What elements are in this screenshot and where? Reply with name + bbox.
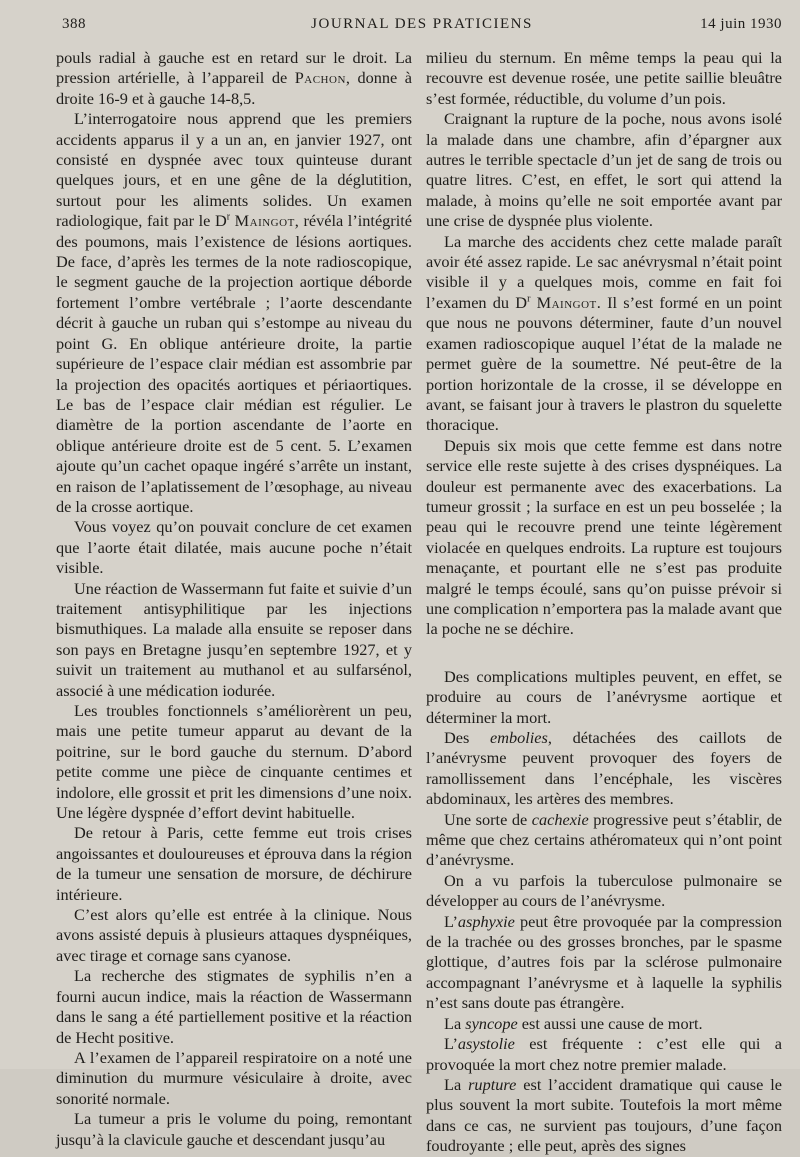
running-header: [62, 14, 782, 36]
italic-term: syncope: [465, 1013, 518, 1033]
italic-term: cachexie: [531, 809, 589, 829]
small-caps-name: Pachon: [294, 68, 346, 88]
text-run: Depuis six mois que cette femme est dans notre service elle reste sujette à des crises dyspnéiques. La douleur est permanente avec des exacerbations. La tumeur grossit ; la surface en est un peu bosselée ; la peau qui le recouvre prend une teinte légèrement violacée en quelques endroits. La rupture est toujours menaçante, et pourtant elle ne s’est pas produite malgré le temps écoulé, sans qu’on puisse prévoir si une complication n’emportera pas la malade avant que la poche ne se déchire.: [426, 435, 782, 639]
italic-term: rupture: [468, 1074, 517, 1094]
text-run: , donne à droite 16-9 et à gauche 14-8,5.: [56, 68, 413, 108]
text-run: , révéla l’intégrité des poumons, mais l’existence de lésions aortiques. De face, d’après les termes de la note radioscopique, le segment gauche de la projection aortique déborde fortement l’ombre vertébrale ; l’aorte descendante décrit à gauche un ruban qui s’estompe au niveau du point G. En oblique antérieure droite, la partie supérieure de l’espace clair médian est assombrie par la projection des opacités aortiques et périaortiques. Le bas de l’espace clair médian est régulier. Le diamètre de la portion ascendante de l’aorte en oblique antérieure droite est de 5 cent. 5. L’examen ajoute qu’un cachet opaque ingéré s’arrête un instant, en raison de l’aplatissement de l’œsophage, au niveau de la crosse aortique.: [56, 211, 413, 516]
text-run: Des: [444, 728, 490, 747]
text-run: La: [444, 1013, 466, 1033]
paragraph: [56, 1109, 412, 1150]
text-run: On a vu parfois la tuberculose pulmonaire se développer au cours de l’anévrysme.: [426, 870, 782, 911]
text-run: pouls radial à gauche est en retard sur le droit. La pression artérielle, à l’appareil de: [56, 48, 412, 88]
paragraph: [56, 966, 412, 1048]
italic-term: embolies: [490, 728, 548, 747]
text-run: La recherche des stigmates de syphilis n’en a fourni aucun indice, mais la réaction de Wassermann dans le sang a été partiellement positive et la réaction de Hecht positive.: [56, 966, 412, 1047]
text-run: L’interrogatoire nous apprend que les premiers accidents apparus il y a un an, en janvier 1927, ont consisté en dyspnée avec toux quinteuse durant quelques jours, et en une gêne de la déglutition, surtout pour les aliments solides. Un examen radiologique, fait par le D: [56, 109, 412, 231]
text-run: La marche des accidents chez cette malade paraît avoir été assez rapide. Le sac anévrysmal n’était point visible il y a quelques mois, comme en fait foi l’examen du D: [426, 231, 782, 312]
text-run: Des complications multiples peuvent, en effet, se produire au cours de l’anévrysme aortique et déterminer la mort.: [426, 666, 782, 727]
text-run: Vous voyez qu’on pouvait conclure de cet examen que l’aorte était dilatée, mais aucune poche n’était visible.: [56, 517, 412, 578]
text-run: est l’accident dramatique qui cause le plus souvent la mort subite. Toutefois la mort même dans ce cas, ne survient pas toujours, d’une façon foudroyante ; elle peut, après des signes: [426, 1074, 782, 1156]
paragraph: [56, 823, 412, 905]
text-run: est fréquente : c’est elle qui a provoquée la mort chez notre premier malade.: [426, 1034, 782, 1074]
paragraph: [426, 810, 782, 871]
page-number: 388: [62, 16, 86, 32]
paragraph: [426, 48, 782, 109]
text-run: peut être provoquée par la compression de la trachée ou des grosses bronches, par le spasme glottique, d’autres fois par la sclérose pulmonaire accompagnant l’anévrysme et à laquelle la syphilis n’est sans doute pas étrangère.: [426, 911, 782, 1013]
paragraph: [426, 1075, 782, 1157]
left-column: [56, 48, 412, 1150]
italic-term: asystolie: [457, 1034, 515, 1054]
italic-term: asphyxie: [457, 911, 515, 931]
small-caps-name: Maingot: [536, 292, 597, 312]
paragraph: [56, 701, 412, 823]
right-column: [426, 48, 782, 1157]
paragraph: [426, 232, 782, 436]
text-run: milieu du sternum. En même temps la peau qui la recouvre est devenue rosée, une petite saillie bleuâtre s’est formée, réductible, du volume d’un pois.: [426, 48, 782, 108]
issue-date: 14 juin 1930: [700, 16, 782, 32]
superscript: r: [527, 293, 531, 305]
text-run: La: [444, 1074, 469, 1094]
text-run: progressive peut s’établir, de même que chez certains athéromateux qui n’ont point d’anévrysme.: [426, 809, 782, 870]
paragraph: [426, 871, 782, 912]
paragraph: [56, 1048, 412, 1109]
text-run: La tumeur a pris le volume du poing, remontant jusqu’à la clavicule gauche et descendant jusqu’au: [56, 1109, 412, 1149]
paragraph: [426, 667, 782, 728]
text-run: Les troubles fonctionnels s’améliorèrent un peu, mais une petite tumeur apparut au devant de la poitrine, sur le bord gauche du sternum. D’abord petite comme une pièce de cinquante centimes et indolore, elle grossit et prit les dimensions d’une noix. Une légère dyspnée d’effort devint habituelle.: [56, 701, 412, 823]
text-run: Une réaction de Wassermann fut faite et suivie d’un traitement antisyphilitique par les injections bismuthiques. La malade alla ensuite se reposer dans son pays en Bretagne jusqu’en septembre 1927, et y suivit un traitement au muthanol et au sulfarsénol, associé à une médication iodurée.: [56, 578, 412, 700]
paragraph: [426, 436, 782, 640]
small-caps-name: Maingot: [234, 211, 295, 231]
text-run: est aussi une cause de mort.: [517, 1013, 703, 1033]
paragraph: [56, 905, 412, 966]
text-run: L’: [444, 1034, 458, 1054]
text-run: . Il s’est formé en un point que nous ne pouvons déterminer, faute d’un nouvel examen radioscopique auquel l’état de la malade ne permet guère de la soumettre. Né peut-être de la portion horizontale de la crosse, il se développe en avant, se faisant jour à travers le plastron du squelette thoracique.: [426, 292, 782, 435]
paragraph: [56, 579, 412, 701]
paragraph: [426, 728, 782, 810]
text-run: A l’examen de l’appareil respiratoire on a noté une diminution du murmure vésiculaire à droite, avec sonorité normale.: [56, 1047, 412, 1108]
paragraph: [426, 912, 782, 1014]
journal-title: JOURNAL DES PRATICIENS: [311, 16, 533, 32]
text-run: Craignant la rupture de la poche, nous avons isolé la malade dans une chambre, afin d’épargner aux autres le terrible spectacle d’un jet de sang de trois ou quatre litres. C’est, en effet, le sort qui attend la malade, à moins qu’elle ne soit emportée avant par une crise de dyspnée plus violente.: [426, 109, 782, 231]
text-run: L’: [444, 911, 458, 931]
paragraph: [426, 109, 782, 231]
text-run: C’est alors qu’elle est entrée à la clinique. Nous avons assisté depuis à plusieurs attaques dyspnéiques, avec tirage et cornage sans cyanose.: [56, 905, 412, 965]
superscript: r: [226, 211, 231, 223]
paragraph: [56, 109, 412, 517]
paragraph: [56, 48, 412, 109]
text-run: De retour à Paris, cette femme eut trois crises angoissantes et douloureuses et éprouva dans la région de la tumeur une sensation de morsure, de déchirure intérieure.: [56, 823, 412, 904]
text-run: , détachées des caillots de l’anévrysme peuvent provoquer des foyers de ramollissement dans l’encéphale, les viscères abdominaux, les artères des membres.: [426, 728, 783, 809]
paragraph: [426, 1014, 782, 1034]
paragraph: [56, 517, 412, 578]
text-run: Une sorte de: [444, 809, 532, 829]
